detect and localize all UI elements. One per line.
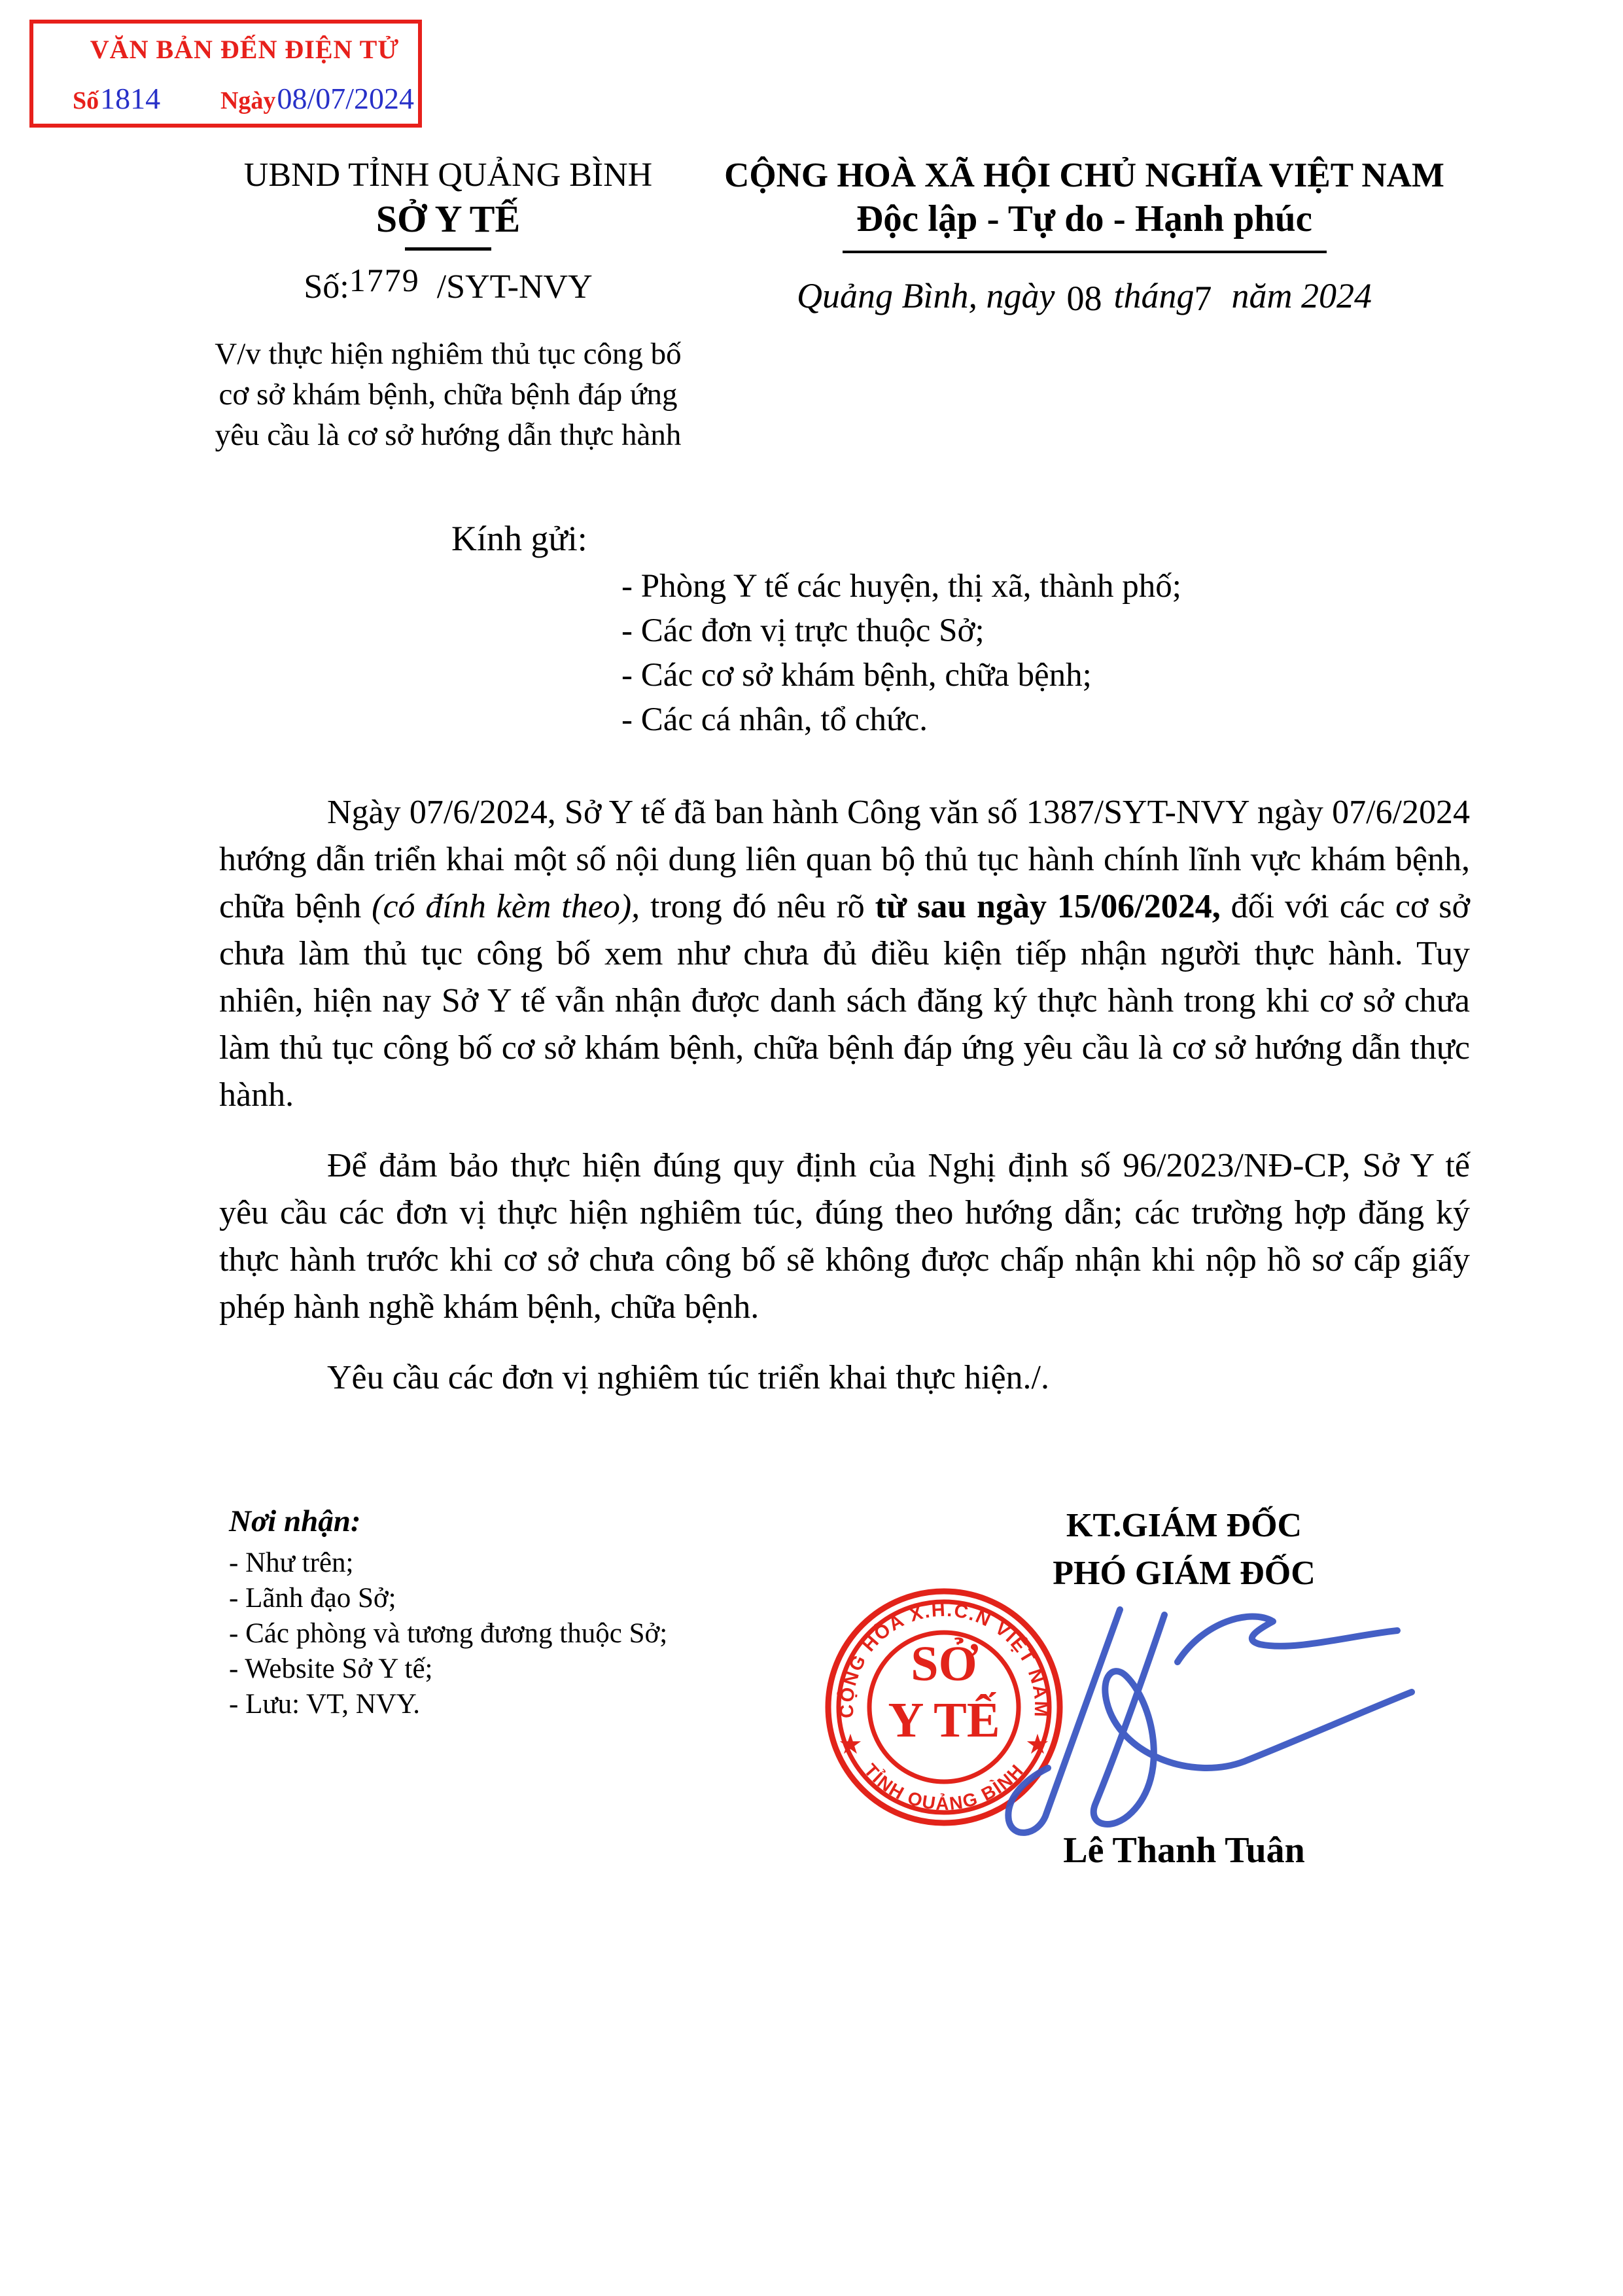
noi-nhan-item: - Lưu: VT, NVY. (229, 1689, 421, 1720)
body-paragraph-1 (219, 789, 1470, 1119)
noi-nhan-block (229, 1504, 667, 1722)
header-issuing-org (186, 156, 710, 455)
body-p1-seg4-bold: từ sau ngày 15/06/2024, (875, 888, 1221, 925)
arrival-date-value: 08/07/2024 (277, 82, 414, 115)
seal-center-line1: SỞ (911, 1636, 977, 1691)
signature-stroke (1094, 1615, 1412, 1824)
recipient-list (621, 564, 1181, 742)
recipient-item: - Phòng Y tế các huyện, thị xã, thành phố; (621, 568, 1181, 605)
noi-nhan-item: - Các phòng và tương đương thuộc Sở; (229, 1618, 668, 1649)
body-paragraph-3: Yêu cầu các đơn vị nghiêm túc triển khai thực hiện./. (327, 1359, 1049, 1396)
body-paragraph-2: Để đảm bảo thực hiện đúng quy định của Nghị định số 96/2023/NĐ-CP, Sở Y tế yêu cầu các đơn vị thực hiện nghiêm túc, đúng theo hướng dẫn; các trường hợp đăng ký thực hành trước khi cơ sở chưa công bố sẽ không được chấp nhận khi nộp hồ sơ cấp giấy phép hành nghề khám bệnh, chữa bệnh. (219, 1147, 1470, 1326)
document-number-suffix: /SYT-NVY (436, 268, 593, 306)
org-name-underline (405, 247, 491, 251)
seal-center-line2: Y TẾ (888, 1693, 1000, 1748)
body-p1-seg2-italic: (có đính kèm theo), (372, 888, 640, 925)
recipient-item: - Các cá nhân, tổ chức. (621, 701, 928, 738)
signature-stroke (1008, 1610, 1120, 1833)
noi-nhan-label: Nơi nhận: (229, 1504, 361, 1538)
org-name: SỞ Y TẾ (375, 198, 521, 240)
arrival-number-label: Số (73, 87, 99, 115)
signature-stroke (1178, 1617, 1397, 1662)
date-month: 7 (1194, 279, 1212, 318)
date-suffix: năm 2024 (1231, 276, 1372, 315)
arrival-stamp-row (33, 81, 418, 116)
noi-nhan-item: - Website Sở Y tế; (229, 1653, 433, 1684)
noi-nhan-item: - Lãnh đạo Sở; (229, 1583, 396, 1614)
salutation-label: Kính gửi: (451, 519, 587, 558)
handwritten-signature (903, 1570, 1439, 1845)
seal-star-left-icon: ★ (838, 1730, 863, 1760)
document-subject: V/v thực hiện nghiêm thủ tục công bố cơ sở khám bệnh, chữa bệnh đáp ứng yêu cầu là cơ sở hướng dẫn thực hành (215, 337, 682, 452)
motto-underline (843, 251, 1327, 253)
seal-star-right-icon: ★ (1025, 1730, 1050, 1760)
arrival-stamp (29, 20, 422, 128)
national-motto-line1: CỘNG HOÀ XÃ HỘI CHỦ NGHĨA VIỆT NAM (724, 156, 1444, 194)
body-p1-seg5: đối với các cơ sở chưa làm thủ tục công bố xem như chưa đủ điều kiện tiếp nhận người thực hành. Tuy nhiên, hiện nay Sở Y tế vẫn nhận được danh sách đăng ký thực hành trong khi cơ sở chưa làm thủ tục công bố cơ sở khám bệnh, chữa bệnh đáp ứng yêu cầu là cơ sở hướng dẫn thực hành. (219, 888, 1470, 1114)
arrival-date-label: Ngày (220, 87, 276, 115)
date-day: 08 (1066, 279, 1102, 318)
date-prefix: Quảng Bình, ngày (797, 276, 1055, 315)
document-number-value: 1779 (349, 262, 420, 298)
national-motto-line2: Độc lập - Tự do - Hạnh phúc (856, 198, 1312, 239)
signer-name: Lê Thanh Tuân (1063, 1830, 1305, 1871)
signer-title-2: PHÓ GIÁM ĐỐC (1053, 1555, 1316, 1592)
recipient-item: - Các đơn vị trực thuộc Sở; (621, 612, 985, 649)
header-national (703, 156, 1465, 316)
arrival-number-value: 1814 (100, 82, 161, 115)
arrival-stamp-title: VĂN BẢN ĐẾN ĐIỆN TỬ (90, 35, 400, 64)
body-p1-seg1: Ngày 07/6/2024, Sở Y tế đã ban hành Công văn số 1387/SYT-NVY ngày 07/6/2024 hướng dẫn triển khai một số nội dung liên quan bộ thủ tục hành chính lĩnh vực khám bệnh, chữa bệnh (219, 794, 1470, 925)
recipient-item: - Các cơ sở khám bệnh, chữa bệnh; (621, 657, 1092, 694)
seal-top-arc-text: CỘNG HÒA X.H.C.N VIỆT NAM (836, 1599, 1052, 1719)
body-p1-seg3: trong đó nêu rõ (640, 888, 875, 925)
noi-nhan-item: - Như trên; (229, 1547, 354, 1578)
org-parent: UBND TỈNH QUẢNG BÌNH (243, 156, 653, 194)
seal-bottom-arc-text: TỈNH QUẢNG BÌNH (860, 1759, 1028, 1814)
document-body (219, 789, 1470, 1402)
document-number-line (186, 262, 710, 306)
date-thang: tháng (1113, 276, 1195, 315)
noi-nhan-list (229, 1545, 667, 1722)
place-date-line (703, 275, 1465, 316)
document-number-label: Số: (304, 268, 349, 306)
signer-title-1: KT.GIÁM ĐỐC (1066, 1507, 1302, 1544)
